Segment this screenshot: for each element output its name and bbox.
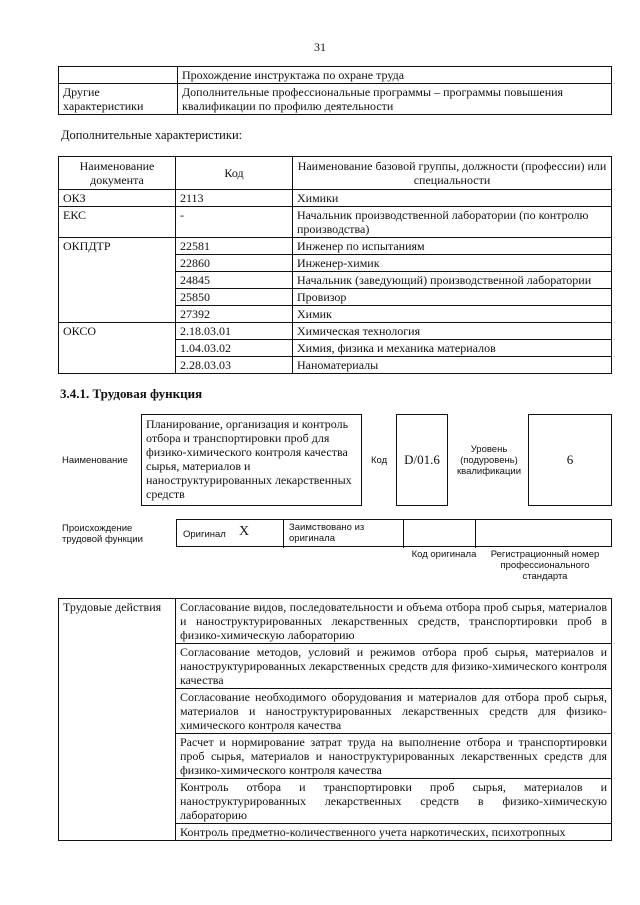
- code-cell: 2.28.03.03: [176, 357, 293, 374]
- name-cell: Химик: [293, 306, 612, 323]
- name-cell: Начальник производственной лаборатории (по контролю производства): [293, 207, 612, 238]
- action-item: Согласование необходимого оборудования и материалов для отбора проб сырья, материалов и наноструктурированных лекарственных средств для физико-химического контроля качества: [176, 689, 612, 734]
- characteristics-table: [58, 156, 612, 374]
- function-name: Планирование, организация и контроль отбора и транспортировки проб для физико-химического контроля качества сырья, материалов и наноструктурированных лекарственных средств: [146, 417, 352, 501]
- divider: [403, 520, 404, 548]
- action-item: Согласование методов, условий и режимов отбора проб сырья, материалов и наноструктурированных лекарственных средств для физико-химического контроля качества: [176, 644, 612, 689]
- table-row: [59, 238, 612, 255]
- name-cell: Инженер-химик: [293, 255, 612, 272]
- reg-number-label: Регистрационный номер профессионального стандарта: [490, 549, 600, 582]
- top-table: [58, 66, 612, 115]
- actions-label: Трудовые действия: [59, 599, 176, 841]
- doc-cell: ОКПДТР: [59, 238, 176, 323]
- function-name-box: [141, 414, 362, 506]
- action-item: Согласование видов, последовательности и объема отбора проб сырья, материалов и наноструктурированных лекарственных средств, транспортировки проб в физико-химическую лабораторию: [176, 599, 612, 644]
- code-cell: 22860: [176, 255, 293, 272]
- code-cell: 25850: [176, 289, 293, 306]
- table-row: [59, 599, 612, 644]
- doc-cell: ОКЗ: [59, 190, 176, 207]
- action-item: Расчет и нормирование затрат труда на выполнение отбора и транспортировки проб сырья, материалов и наноструктурированных лекарственных средств для физико-химического контроля качества: [176, 734, 612, 779]
- table-row: [59, 190, 612, 207]
- table-row: [59, 67, 612, 84]
- origin-box: [176, 519, 612, 547]
- name-cell: Химическая технология: [293, 323, 612, 340]
- level-value: 6: [566, 452, 574, 467]
- borrowed-label: Заимствовано из оригинала: [289, 522, 365, 544]
- code-cell: 2.18.03.01: [176, 323, 293, 340]
- code-cell: 27392: [176, 306, 293, 323]
- divider: [475, 520, 476, 548]
- code-cell: 22581: [176, 238, 293, 255]
- table-row: [59, 207, 612, 238]
- divider: [283, 520, 284, 548]
- table-row: [59, 84, 612, 115]
- action-item: Контроль предметно-количественного учета наркотических, психотропных: [176, 824, 612, 841]
- name-cell: Химики: [293, 190, 612, 207]
- row-label: [59, 67, 178, 84]
- level-label: Уровень (подуровень) квалификации: [456, 444, 522, 477]
- code-cell: -: [176, 207, 293, 238]
- page-number: 31: [314, 40, 326, 54]
- level-box: [528, 414, 612, 506]
- code-original-label: Код оригинала: [411, 549, 477, 560]
- function-code: D/01.6: [404, 452, 440, 467]
- function-heading: 3.4.1. Трудовая функция: [60, 386, 203, 401]
- row-value: Прохождение инструктажа по охране труда: [178, 67, 612, 84]
- function-code-box: [396, 414, 448, 506]
- name-cell: Химия, физика и механика материалов: [293, 340, 612, 357]
- name-cell: Наноматериалы: [293, 357, 612, 374]
- header-code: Код: [176, 157, 293, 190]
- action-item: Контроль отбора и транспортировки проб сырья, материалов и наноструктурированных лекарственных средств в физико-химическую лабораторию: [176, 779, 612, 824]
- name-cell: Инженер по испытаниям: [293, 238, 612, 255]
- original-label: Оригинал: [183, 529, 226, 540]
- table-row: [59, 323, 612, 340]
- name-label: Наименование: [62, 455, 128, 466]
- code-label: Код: [371, 455, 388, 466]
- code-cell: 24845: [176, 272, 293, 289]
- header-name: Наименование базовой группы, должности (профессии) или специальности: [293, 157, 612, 190]
- doc-cell: ОКСО: [59, 323, 176, 374]
- origin-label: Происхождение трудовой функции: [62, 523, 143, 545]
- labor-actions-table: [58, 598, 612, 841]
- original-mark: X: [239, 524, 250, 539]
- header-doc: Наименование документа: [59, 157, 176, 190]
- table-header-row: [59, 157, 612, 190]
- name-cell: Начальник (заведующий) производственной лаборатории: [293, 272, 612, 289]
- row-value: Дополнительные профессиональные программы – программы повышения квалификации по профилю деятельности: [178, 84, 612, 115]
- code-cell: 1.04.03.02: [176, 340, 293, 357]
- code-cell: 2113: [176, 190, 293, 207]
- additional-title: Дополнительные характеристики:: [61, 128, 243, 142]
- doc-cell: ЕКС: [59, 207, 176, 238]
- name-cell: Провизор: [293, 289, 612, 306]
- row-label: Другие характеристики: [59, 84, 178, 115]
